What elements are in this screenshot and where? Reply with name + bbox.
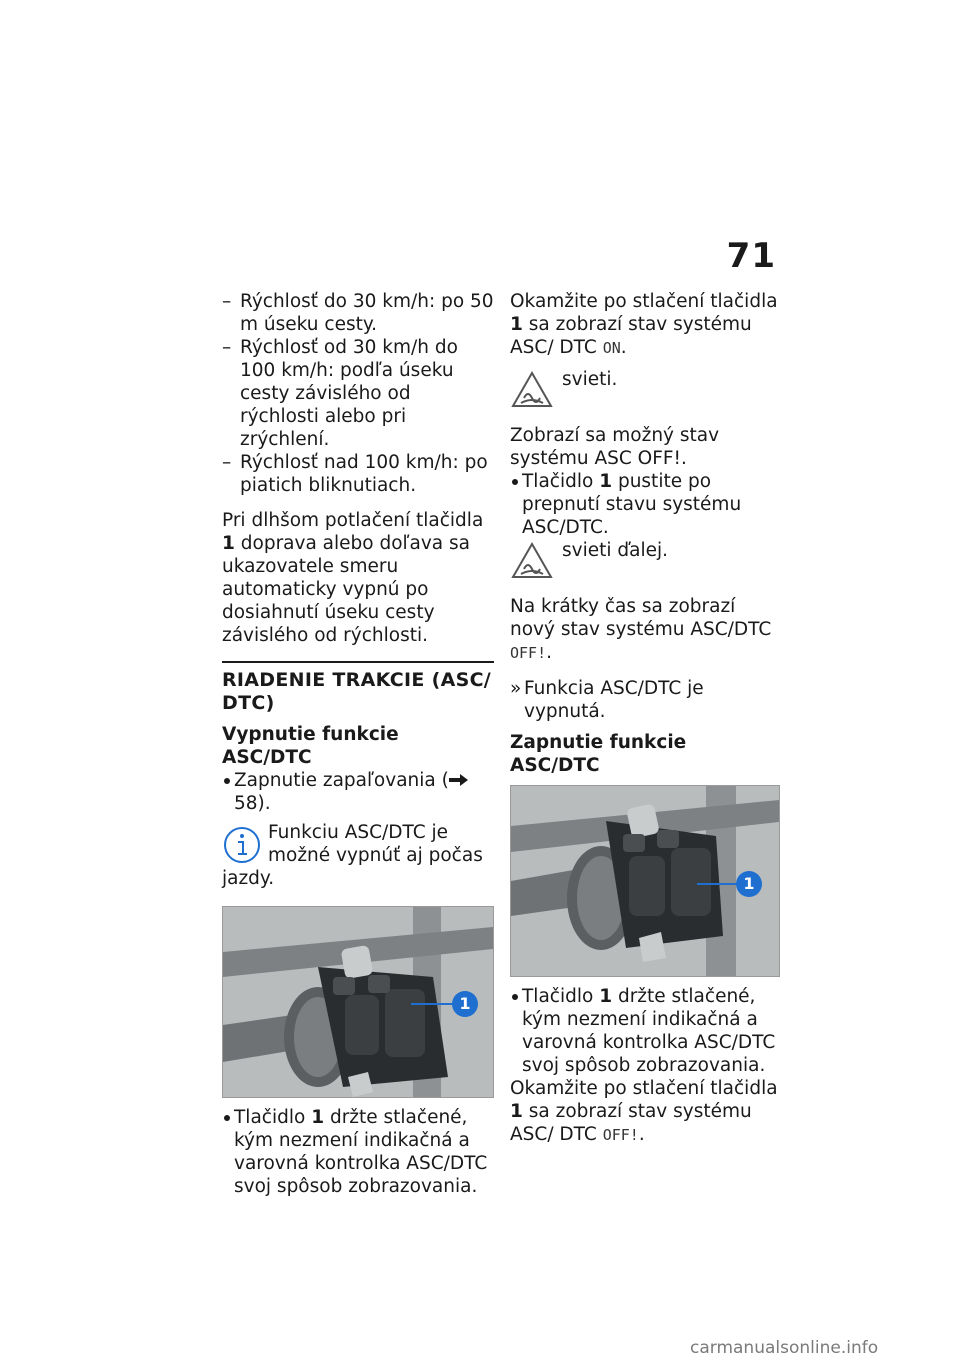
button-ref: 1 (222, 533, 235, 554)
press-paragraph-2: Okamžite po stlačení tlačidla 1 sa zobrazí stav systému ASC/ DTC OFF!. (510, 1078, 778, 1145)
asc-warning-icon (510, 541, 554, 581)
lights-text: svieti. (562, 369, 618, 390)
info-icon (222, 825, 262, 865)
indicator-lights (510, 368, 782, 412)
footer-watermark: carmanualsonline.info (690, 1338, 879, 1358)
dash-item: – Rýchlosť do 30 km/h: po 50 m úseku cesty. (222, 290, 494, 336)
press-paragraph: Okamžite po stlačení tlačidla 1 sa zobrazí stav systému ASC/ DTC ON. (510, 291, 778, 358)
left-column (222, 290, 494, 1198)
note-box (222, 821, 494, 890)
bullet-ignition: Zapnutie zapaľovania (58). (222, 769, 494, 815)
state-off: OFF! (510, 644, 547, 662)
button-ref: 1 (510, 314, 523, 335)
lights-on-text: svieti ďalej. (562, 540, 669, 561)
subsection-title-on: Zapnutie funkcie ASC/DTC (510, 732, 687, 776)
dash-item: – Rýchlosť od 30 km/h do 100 km/h: podľa úseku cesty závislého od rýchlosti alebo pri zrýchlení. (222, 336, 494, 451)
button-ref: 1 (599, 986, 613, 1007)
long-press-paragraph: Pri dlhšom potlačení tlačidla 1 doprava alebo doľava sa ukazovatele smeru automaticky vypnú po dosiahnutí úseku cesty závislého od rýchlosti. (222, 510, 484, 646)
callout-number: 1 (459, 994, 471, 1013)
subsection-title-off: Vypnutie funkcie ASC/DTC (222, 724, 399, 768)
note-text: Funkciu ASC/DTC je možné vypnúť aj počas jazdy. (222, 822, 483, 889)
button-ref: 1 (510, 1101, 523, 1122)
state-on: ON (602, 339, 621, 357)
handlebar-photo (510, 785, 780, 977)
new-state-paragraph: Na krátky čas sa zobrazí nový stav systému ASC/DTC OFF!. (510, 596, 772, 663)
indicator-lights-on (510, 539, 782, 583)
asc-warning-icon (510, 370, 554, 410)
dash-item: – Rýchlosť nad 100 km/h: po piatich bliknutiach. (222, 451, 494, 497)
callout-number: 1 (743, 874, 755, 893)
right-column (510, 290, 782, 1147)
state-off: OFF! (602, 1126, 639, 1144)
result-text: » Funkcia ASC/DTC je vypnutá. (510, 677, 782, 723)
arrow-ref-icon (449, 770, 469, 791)
button-ref: 1 (311, 1107, 325, 1128)
bullet-hold-button: Tlačidlo 1 držte stlačené, kým nezmení indikačná a varovná kontrolka ASC/DTC svoj spôsob zobrazovania. (510, 985, 782, 1077)
section-divider (222, 661, 494, 715)
page-ref-link[interactable]: 58). (234, 793, 271, 814)
shows-paragraph: Zobrazí sa možný stav systému ASC OFF!. (510, 425, 720, 469)
page-number: 71 (726, 236, 776, 276)
button-ref: 1 (599, 471, 613, 492)
bullet-hold-button: Tlačidlo 1 držte stlačené, kým nezmení indikačná a varovná kontrolka ASC/DTC svoj spôsob zobrazovania. (222, 1106, 494, 1198)
bullet-release-button: Tlačidlo 1 pustite po prepnutí stavu systému ASC/DTC. (510, 470, 782, 539)
section-title: RIADENIE TRAKCIE (ASC/ DTC) (222, 669, 492, 714)
handlebar-photo (222, 906, 494, 1098)
